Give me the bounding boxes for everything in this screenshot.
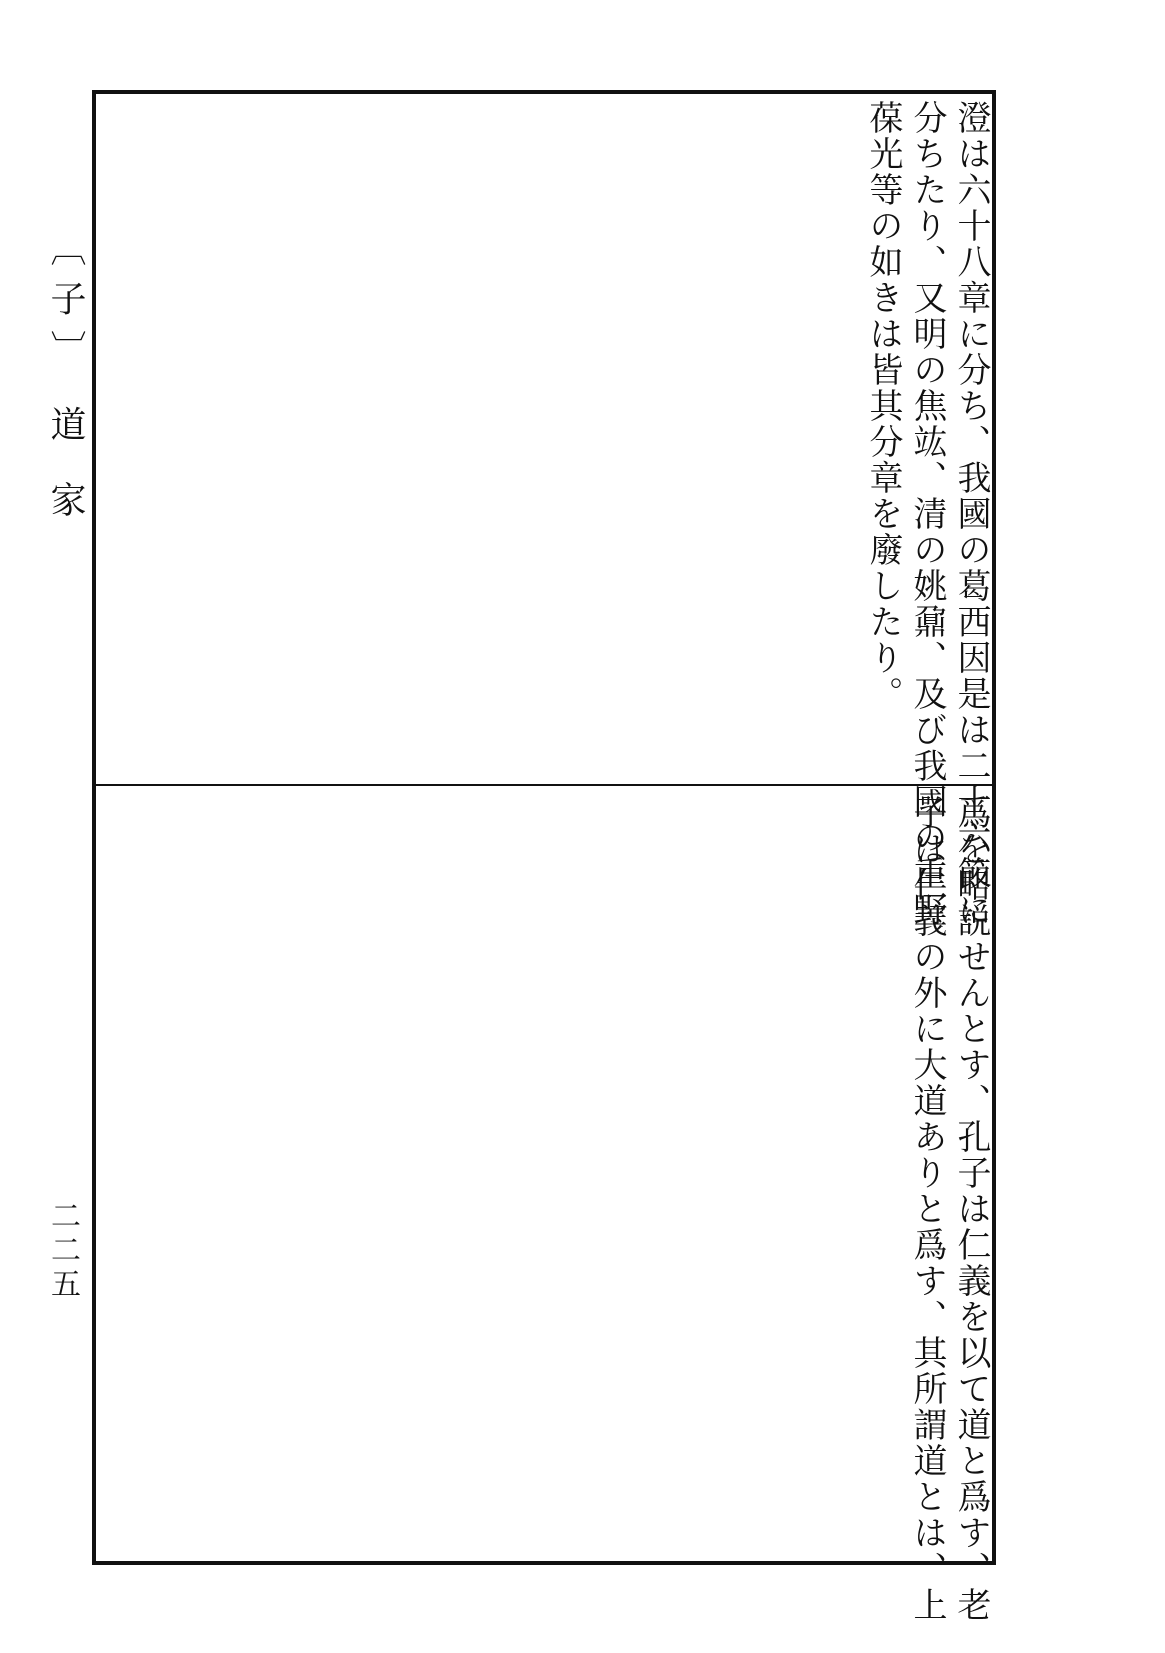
section-divider — [96, 784, 992, 786]
page-number: 二二五 — [45, 1200, 80, 1302]
text-column: 澄は六十八章に分ち、我國の葛西因是は二十六節に — [951, 100, 991, 928]
text-column: 分ちたり、又明の焦竑、清の姚鼐、及び我國の重野 — [907, 100, 947, 928]
side-header: 〔子〕 道 家 — [45, 230, 86, 531]
text-column: 子は仁義の外に大道ありと爲す、其所謂道とは、上 — [907, 795, 947, 1623]
text-column: 爲を略説せんとす、孔子は仁義を以て道と爲す、老 — [951, 795, 991, 1623]
text-column: 葆光等の如きは皆其分章を廢したり。 — [863, 100, 903, 712]
